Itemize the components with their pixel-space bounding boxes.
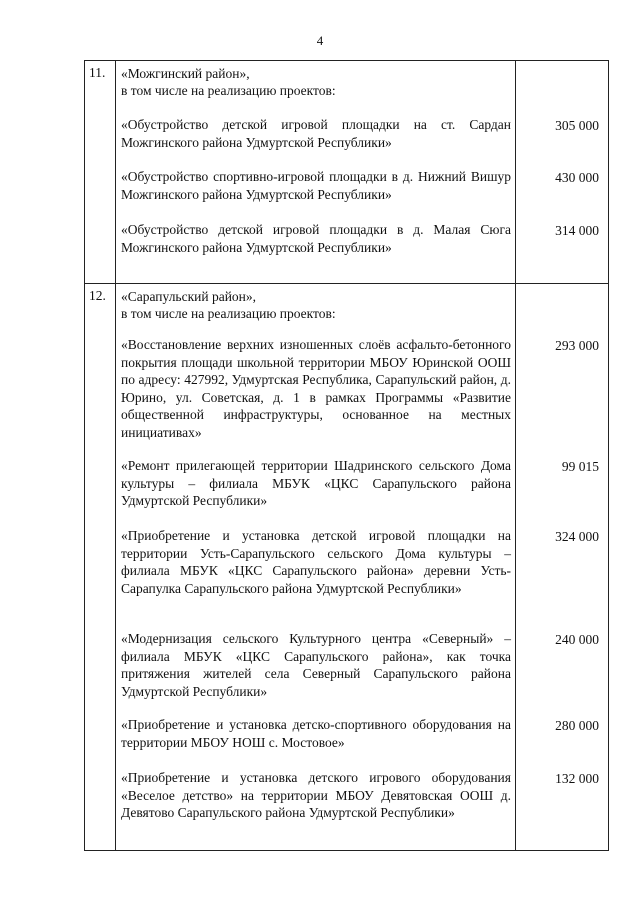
project-text: «Обустройство детской игровой площадки в д. Малая Сюга Можгинского района Удмуртской Республики»	[121, 222, 511, 255]
project-text: «Модернизация сельского Культурного центра «Северный» – филиала МБУК «ЦКС Сарапульского района», как точка притяжения жителей села Северный Сарапульского района Удмуртской Республики»	[121, 631, 511, 699]
project-amount: 293 000	[555, 338, 599, 353]
table-row	[84, 60, 609, 284]
project-amount: 132 000	[555, 771, 599, 786]
allocation-table	[84, 60, 609, 851]
column-divider	[515, 284, 516, 850]
project-amount: 430 000	[555, 170, 599, 185]
project-amount: 314 000	[555, 223, 599, 238]
district-subtitle: в том числе на реализацию проектов:	[121, 83, 336, 98]
project-text: «Восстановление верхних изношенных слоёв асфальто-бетонного покрытия площади школьной территории МБОУ Юринской ООШ по адресу: 427992, Удмуртская Республика, Сарапульский район, д. Юрино, ул. Советская, д. 1 в рамках Программы «Развитие общественной инфраструктуры, основанное на местных инициативах»	[121, 337, 511, 440]
project-text: «Обустройство спортивно-игровой площадки в д. Нижний Вишур Можгинского района Удмуртской Республики»	[121, 169, 511, 202]
project-amount: 99 015	[561, 459, 599, 474]
column-divider	[115, 61, 116, 283]
page-number: 4	[316, 33, 324, 48]
project-amount: 280 000	[555, 718, 599, 733]
district-heading	[121, 65, 511, 99]
district-heading	[121, 288, 511, 322]
project-text: «Приобретение и установка детской игровой площадки на территории Усть-Сарапульского сельского Дома культуры – филиала МБУК «ЦКС Сарапульского района» деревни Усть-Сарапулка Сарапульского района Удмуртской Республики»	[121, 528, 511, 596]
column-divider	[115, 284, 116, 850]
district-name: «Можгинский район»,	[121, 66, 250, 81]
project-text: «Ремонт прилегающей территории Шадринского сельского Дома культуры – филиала МБУК «ЦКС Сарапульского района Удмуртской Республики»	[121, 458, 511, 508]
project-amount: 240 000	[555, 632, 599, 647]
district-name: «Сарапульский район»,	[121, 289, 257, 304]
project-amount: 305 000	[555, 118, 599, 133]
column-divider	[515, 61, 516, 283]
project-text: «Обустройство детской игровой площадки на ст. Сардан Можгинского района Удмуртской Республики»	[121, 117, 511, 150]
table-row	[84, 284, 609, 851]
row-number: 12.	[89, 288, 106, 303]
project-amount: 324 000	[555, 529, 599, 544]
district-subtitle: в том числе на реализацию проектов:	[121, 306, 336, 321]
project-text: «Приобретение и установка детского игрового оборудования «Веселое детство» на территории МБОУ Девятовская ООШ д. Девятово Сарапульского района Удмуртской Республики»	[121, 770, 511, 820]
row-number: 11.	[89, 65, 106, 80]
project-text: «Приобретение и установка детско-спортивного оборудования на территории МБОУ НОШ с. Мостовое»	[121, 717, 511, 750]
